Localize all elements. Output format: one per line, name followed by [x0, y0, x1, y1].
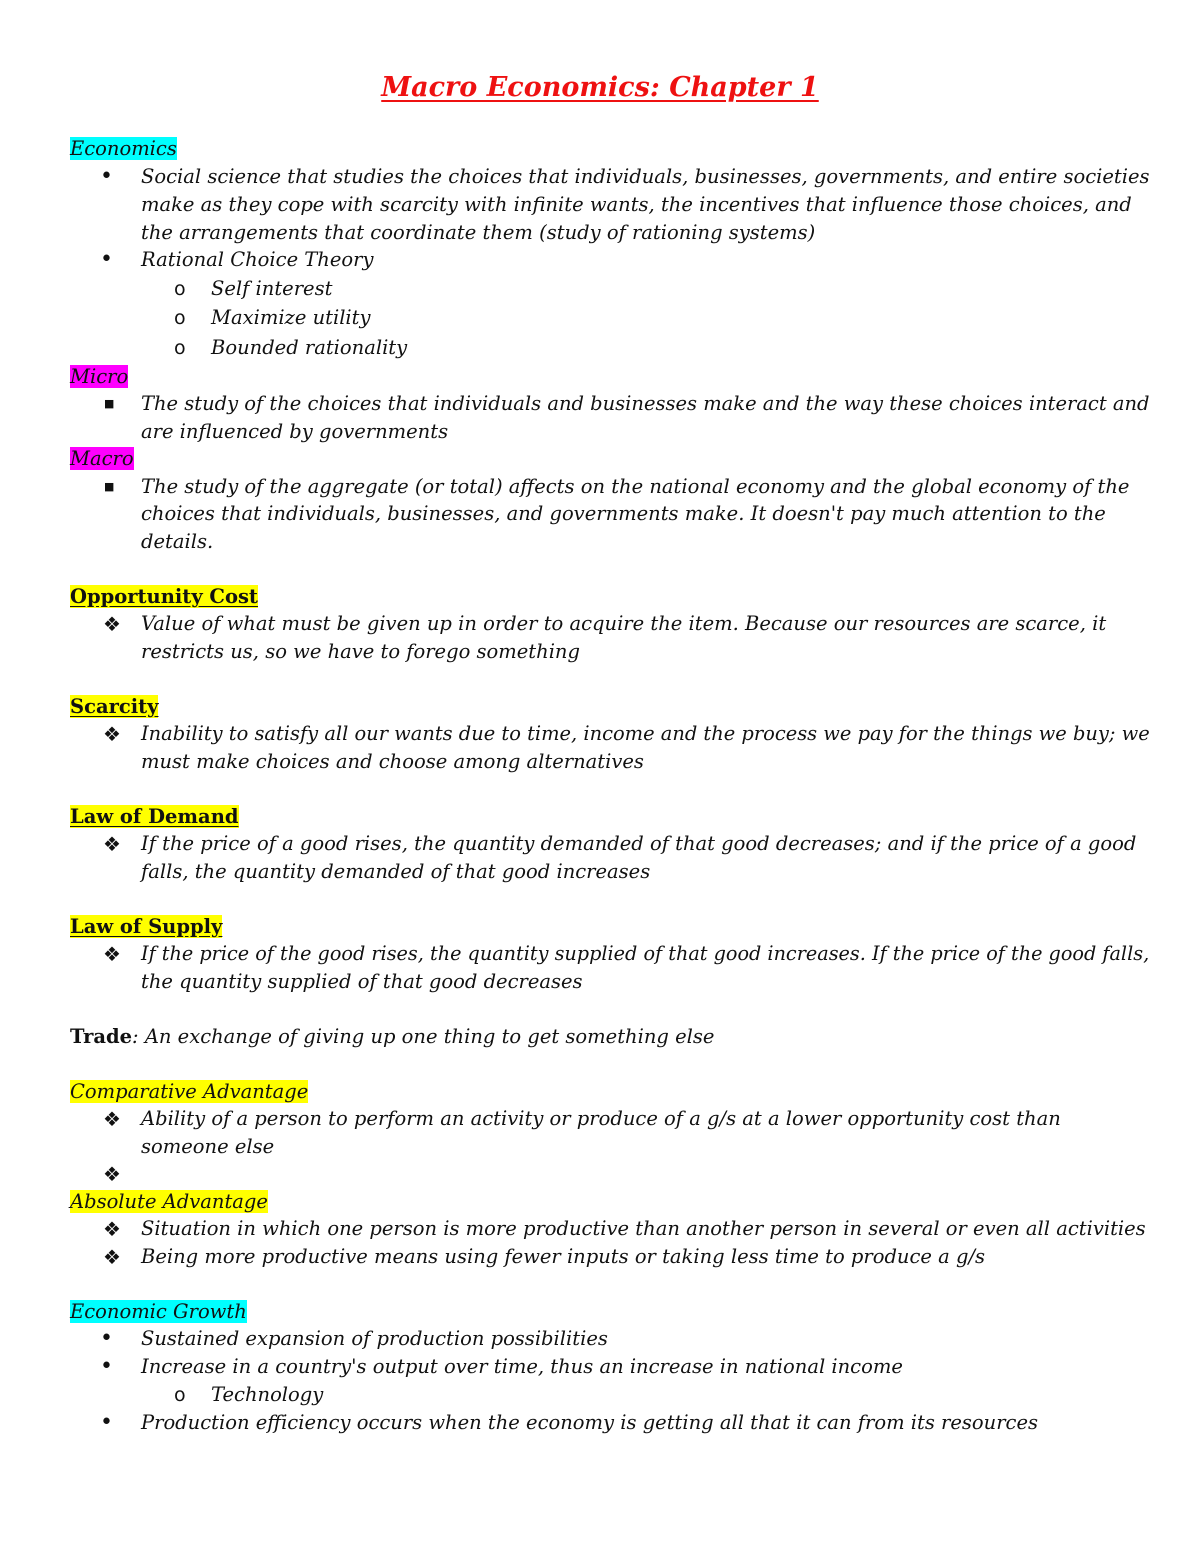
sub-bullet-text: Self interest — [211, 277, 333, 300]
sub-bullet-text: Bounded rationality — [211, 336, 408, 359]
circle-bullet-icon: o — [174, 278, 186, 300]
sub-bullet-text: Maximize utility — [211, 306, 371, 329]
page-title: Macro Economics: Chapter 1 — [381, 72, 819, 103]
bullet-text: the arrangements that coordinate them (study of rationing systems) — [141, 221, 816, 244]
bullet-text: Social science that studies the choices that individuals, businesses, governments, and entire societies — [141, 165, 1150, 188]
bullet-text: make as they cope with scarcity with infinite wants, the incentives that influence those choices, and — [141, 193, 1132, 216]
section-heading-comparative-advantage: Comparative Advantage — [70, 1080, 309, 1103]
bullet-text: someone else — [141, 1135, 275, 1158]
diamond-bullet-icon: ❖ — [103, 612, 121, 636]
section-heading-micro: Micro — [70, 365, 129, 388]
trade-term: Trade — [70, 1025, 133, 1048]
bullet-text: Value of what must be given up in order to acquire the item. Because our resources are scarce, it — [141, 612, 1107, 635]
square-bullet-icon: ■ — [104, 480, 115, 493]
bullet-text: are influenced by governments — [141, 420, 449, 443]
diamond-bullet-icon: ❖ — [103, 1217, 121, 1241]
circle-bullet-icon: o — [174, 307, 186, 329]
bullet-text: the quantity supplied of that good decreases — [141, 970, 583, 993]
circle-bullet-icon: o — [174, 337, 186, 359]
section-heading-economic-growth: Economic Growth — [70, 1300, 247, 1323]
bullet-icon: • — [100, 1326, 113, 1351]
section-heading-law-of-demand: Law of Demand — [70, 805, 239, 828]
bullet-text: Inability to satisfy all our wants due to time, income and the process we pay for the things we buy; we — [141, 722, 1150, 745]
bullet-text: restricts us, so we have to forego something — [141, 640, 580, 663]
diamond-bullet-icon: ❖ — [103, 1107, 121, 1131]
section-heading-opportunity-cost: Opportunity Cost — [70, 585, 258, 608]
bullet-text: Situation in which one person is more productive than another person in several or even all activities — [141, 1217, 1146, 1240]
bullet-icon: • — [100, 1410, 113, 1435]
trade-text: : An exchange of giving up one thing to get something else — [132, 1025, 715, 1048]
bullet-text: The study of the choices that individuals and businesses make and the way these choices interact and — [141, 392, 1150, 415]
diamond-bullet-icon: ❖ — [103, 1245, 121, 1269]
bullet-text: The study of the aggregate (or total) affects on the national economy and the global economy of the — [141, 475, 1130, 498]
diamond-bullet-icon: ❖ — [103, 722, 121, 746]
bullet-text: must make choices and choose among alternatives — [141, 750, 644, 773]
square-bullet-icon: ■ — [104, 397, 115, 410]
bullet-icon: • — [100, 1354, 113, 1379]
bullet-text: details. — [141, 530, 214, 553]
bullet-text: Increase in a country's output over time, thus an increase in national income — [141, 1355, 903, 1378]
trade-definition — [70, 1023, 714, 1051]
section-heading-macro: Macro — [70, 447, 134, 470]
section-heading-scarcity: Scarcity — [70, 695, 159, 718]
bullet-text: falls, the quantity demanded of that good increases — [141, 860, 651, 883]
bullet-text: Sustained expansion of production possibilities — [141, 1327, 608, 1350]
bullet-text: If the price of the good rises, the quantity supplied of that good increases. If the price of the good falls, — [141, 942, 1150, 965]
bullet-text: If the price of a good rises, the quantity demanded of that good decreases; and if the price of a good — [141, 832, 1137, 855]
section-heading-law-of-supply: Law of Supply — [70, 915, 223, 938]
diamond-bullet-icon: ❖ — [103, 942, 121, 966]
circle-bullet-icon: o — [174, 1384, 186, 1406]
section-heading-absolute-advantage: Absolute Advantage — [70, 1190, 268, 1213]
diamond-bullet-icon: ❖ — [103, 832, 121, 856]
bullet-icon: • — [100, 164, 113, 189]
bullet-text: choices that individuals, businesses, and governments make. It doesn't pay much attention to the — [141, 502, 1106, 525]
bullet-text: Being more productive means using fewer inputs or taking less time to produce a g/s — [141, 1245, 986, 1268]
diamond-bullet-icon: ❖ — [103, 1162, 121, 1186]
bullet-text: Rational Choice Theory — [141, 248, 374, 271]
bullet-icon: • — [100, 247, 113, 272]
bullet-text: Ability of a person to perform an activity or produce of a g/s at a lower opportunity cost than — [141, 1107, 1061, 1130]
sub-bullet-text: Technology — [211, 1383, 324, 1406]
section-heading-economics: Economics — [70, 137, 177, 160]
bullet-text: Production efficiency occurs when the economy is getting all that it can from its resources — [141, 1411, 1038, 1434]
